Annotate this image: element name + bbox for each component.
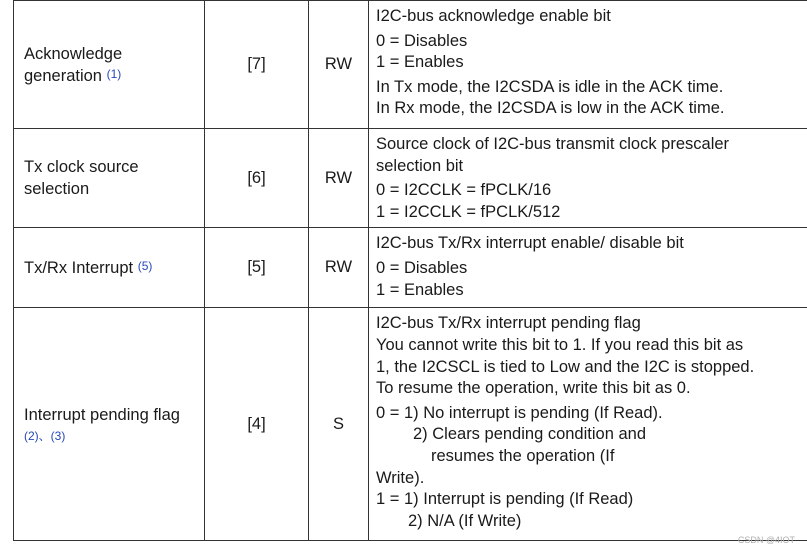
description-line: To resume the operation, write this bit as 0. [376, 379, 691, 398]
field-name-line: Tx clock source [24, 158, 139, 177]
table-row [14, 228, 807, 308]
watermark: CSDN @4IOT [737, 535, 795, 545]
description-line: resumes the operation (If [431, 446, 615, 465]
description-cell [369, 228, 807, 308]
description-cell [369, 129, 807, 228]
field-name-line: Interrupt pending flag [24, 406, 180, 425]
description-line: 0 = I2CCLK = fPCLK/16 [376, 181, 552, 200]
description-line: Write). [376, 468, 425, 487]
description-line: 2) Clears pending condition and [413, 425, 646, 444]
footnote-ref[interactable]: (5) [137, 258, 153, 273]
description-line: You cannot write this bit to 1. If you read this bit as [376, 335, 744, 354]
description-line: 0 = Disables [376, 258, 468, 277]
field-name-text: Tx/Rx Interrupt [24, 258, 134, 277]
bit-cell: [5] [205, 228, 309, 308]
field-name-line: selection [24, 180, 90, 199]
field-name-cell [14, 308, 205, 541]
description-cell [369, 308, 807, 541]
bit-cell: [4] [205, 308, 309, 541]
table-row [14, 308, 807, 541]
type-cell: RW [309, 1, 369, 129]
field-name-cell [14, 129, 205, 228]
field-name-cell [14, 228, 205, 308]
table-row [14, 129, 807, 228]
description-line: 1, the I2CSCL is tied to Low and the I2C is stopped. [376, 357, 755, 376]
description-line: 1 = Enables [376, 53, 464, 72]
description-line: In Tx mode, the I2CSDA is idle in the ACK time. [376, 77, 724, 96]
field-name-line [24, 257, 204, 279]
description-line: I2C-bus acknowledge enable bit [376, 7, 611, 25]
description-line: 2) N/A (If Write) [408, 511, 522, 530]
type-cell: RW [309, 129, 369, 228]
description-line: 1 = Enables [376, 280, 464, 299]
bit-cell: [6] [205, 129, 309, 228]
field-name-line: Acknowledge [24, 44, 123, 63]
type-cell: RW [309, 228, 369, 308]
table-row [14, 1, 807, 129]
description-cell [369, 1, 807, 129]
description-line: I2C-bus Tx/Rx interrupt pending flag [376, 314, 641, 333]
field-name-text: generation [24, 66, 102, 85]
description-line: selection bit [376, 156, 464, 175]
description-line: 1 = 1) Interrupt is pending (If Read) [376, 490, 634, 509]
bit-cell: [7] [205, 1, 309, 129]
description-line: 0 = Disables [376, 31, 468, 50]
description-line: 1 = I2CCLK = fPCLK/512 [376, 202, 561, 221]
description-line: I2C-bus Tx/Rx interrupt enable/ disable bit [376, 234, 684, 253]
footnote-ref[interactable]: (2)、(3) [24, 429, 66, 444]
description-line: Source clock of I2C-bus transmit clock prescaler [376, 135, 730, 153]
description-line: In Rx mode, the I2CSDA is low in the ACK time. [376, 99, 725, 118]
field-name-cell [14, 1, 205, 129]
footnote-ref[interactable]: (1) [106, 66, 122, 81]
field-name-line [24, 65, 204, 87]
register-bit-table [13, 0, 807, 541]
type-cell: S [309, 308, 369, 541]
description-line: 0 = 1) No interrupt is pending (If Read). [376, 403, 663, 422]
